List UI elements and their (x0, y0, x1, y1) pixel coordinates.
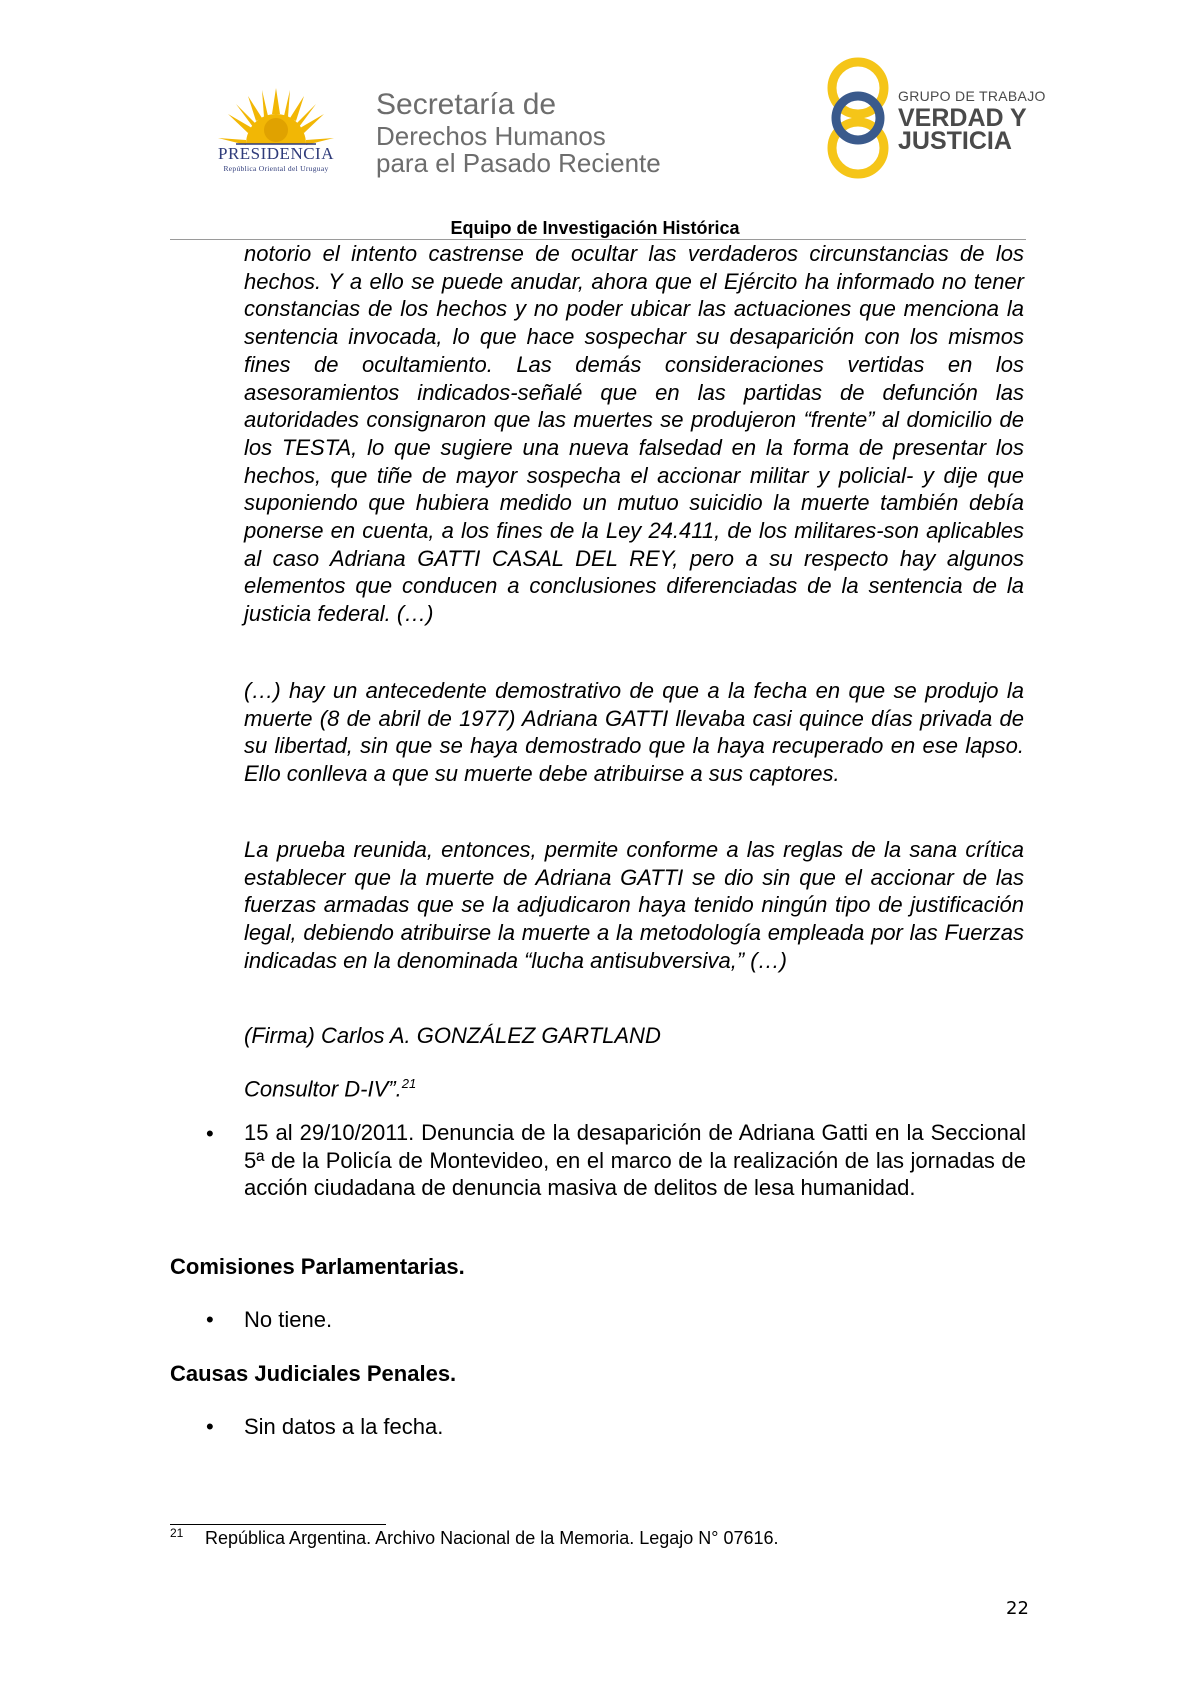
justicia-label: JUSTICIA (898, 127, 1012, 155)
page-number: 22 (1006, 1598, 1029, 1619)
section-heading-causas: Causas Judiciales Penales. (170, 1361, 457, 1386)
quote-signature: (Firma) Carlos A. GONZÁLEZ GARTLAND (244, 1023, 661, 1048)
secretaria-line-3: para el Pasado Reciente (376, 148, 661, 178)
secretaria-line-2: Derechos Humanos (376, 121, 606, 151)
footnote-reference: 21 (401, 1076, 417, 1091)
footnote-text: República Argentina. Archivo Nacional de la Memoria. Legajo N° 07616. (205, 1528, 779, 1548)
page-header-title: Equipo de Investigación Histórica (450, 218, 740, 238)
verdad-justicia-rings-logo (822, 56, 894, 180)
bullet-icon: • (206, 1414, 214, 1439)
quote-paragraph-2: (…) hay un antecedente demostrativo de que a la fecha en que se produjo la muerte (8 de abril de 1977) Adriana GATTI llevaba casi quince días privada de su libertad, sin que se haya demostrado que la haya recuperado en ese lapso. Ello conlleva a que su muerte debe atribuirse a sus captores. (244, 678, 1024, 787)
presidencia-subtitle: República Oriental del Uruguay (223, 164, 329, 173)
section-heading-comisiones: Comisiones Parlamentarias. (170, 1254, 465, 1279)
verdad-label: VERDAD Y (898, 104, 1027, 132)
presidencia-name: PRESIDENCIA (217, 144, 334, 163)
quote-consultor (244, 1070, 1024, 1103)
list-item-causas: Sin datos a la fecha. (244, 1414, 444, 1439)
bullet-icon: • (206, 1121, 214, 1146)
bullet-icon: • (206, 1307, 214, 1332)
list-item-denuncia: 15 al 29/10/2011. Denuncia de la desaparición de Adriana Gatti en la Seccional 5ª de la Policía de Montevideo, en el marco de la realización de las jornadas de acción ciudadana de denuncia masiva de delitos de lesa humanidad. (244, 1120, 1026, 1201)
grupo-trabajo-label: GRUPO DE TRABAJO (898, 88, 1046, 104)
quote-paragraph-3: La prueba reunida, entonces, permite conforme a las reglas de la sana crítica establecer que la muerte de Adriana GATTI se dio sin que el accionar de las fuerzas armadas que se la adjudicaron haya tenido ningún tipo de justificación legal, debiendo atribuirse la muerte a la metodología empleada por las Fuerzas indicadas en la denominada “lucha antisubversiva,” (…) (244, 837, 1024, 973)
list-item-comisiones: No tiene. (244, 1307, 333, 1332)
footnote-divider (170, 1524, 386, 1525)
secretaria-line-1: Secretaría de (376, 88, 557, 121)
footnote-number: 21 (170, 1526, 184, 1540)
consultor-text: Consultor D-IV”. (244, 1076, 402, 1102)
quote-paragraph-1: notorio el intento castrense de ocultar las verdaderos circunstancias de los hechos. Y a ello se puede anudar, ahora que el Ejército ha informado no tener constancias de los hechos y no poder ubicar las actuaciones que menciona la sentencia invocada, lo que hace sospechar su desaparición con los mismos fines de ocultamiento. Las demás consideraciones vertidas en los asesoramientos indicados-señalé que en las partidas de defunción las autoridades consignaron que las muertes se produjeron “frente” al domicilio de los TESTA, lo que sugiere una nueva falsedad en la forma de presentar los hechos, que tiñe de mayor sospecha el accionar militar y policial- y dije que suponiendo que hubiera medido un mutuo suicidio la muerte también debía ponerse en cuenta, a los fines de la Ley 24.411, de los militares-son aplicables al caso Adriana GATTI CASAL DEL REY, pero a su respecto hay algunos elementos que conducen a conclusiones diferenciadas de la sentencia de la justicia federal. (…) (244, 241, 1024, 627)
